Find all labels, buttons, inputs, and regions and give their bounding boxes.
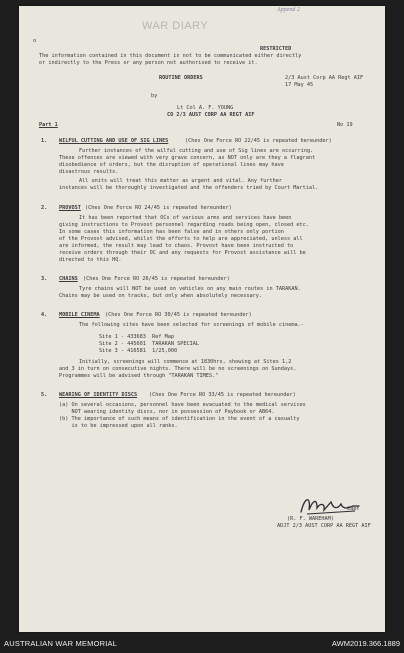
- cinema-site-2: Site 2 - 445601 TARAKAN SPECIAL: [99, 341, 199, 347]
- institution-name: AUSTRALIAN WAR MEMORIAL: [4, 639, 118, 648]
- signatory-rank: Capt: [347, 506, 360, 512]
- order-date: 17 May 45: [285, 82, 314, 88]
- item-2-line: In some cases this information has been false and in others only portion: [59, 229, 284, 235]
- orders-title: ROUTINE ORDERS: [159, 75, 203, 81]
- item-5-line: is to be impressed upon all ranks.: [59, 423, 178, 429]
- item-1-reference: (Ches One Force RO 22/45 is repeated hereunder): [185, 138, 332, 144]
- item-4-number: 4.: [41, 312, 48, 318]
- item-1-heading: WILFUL CUTTING AND USE OF SIG LINES: [59, 138, 169, 144]
- by-word: by: [151, 93, 158, 99]
- restriction-label: RESTRICTED: [260, 46, 292, 52]
- item-5-line: (a) On several occasions, personnel have been evacuated to the medical services: [59, 402, 306, 408]
- item-2-line: receive orders through their OC and any requests for Provost assistance will be: [59, 250, 306, 256]
- item-2-line: directed to this HQ.: [59, 257, 122, 263]
- handwritten-signature: [297, 492, 367, 518]
- item-1-line: disastrous results.: [59, 169, 119, 175]
- hole-punch-mark: o: [33, 38, 37, 44]
- item-5-line: (b) The importance of such means of identification in the event of a casualty: [59, 416, 300, 422]
- item-1-line: All units will treat this matter as urgent and vital. Any further: [79, 178, 283, 184]
- commander-name: Lt Col A. F. YOUNG: [177, 105, 234, 111]
- item-4-reference: (Ches One Force RO 30/45 is repeated hereunder): [105, 312, 252, 318]
- item-1-line: These offences are viewed with very grave concern, as NOT only are they a flagrant: [59, 155, 316, 161]
- appendix-annotation: Append 2: [277, 7, 300, 13]
- item-3-heading: CHAINS: [59, 276, 78, 282]
- item-4-heading: MOBILE CINEMA: [59, 312, 100, 318]
- item-5-reference: (Ches One Force RO 33/45 is repeated hereunder): [149, 392, 296, 398]
- item-3-number: 3.: [41, 276, 48, 282]
- signatory-name: (R. F. WAREHAM): [287, 516, 334, 522]
- item-1-line: Further instances of the wilful cutting and use of Sig lines are occurring.: [79, 148, 314, 154]
- document-page: [19, 6, 385, 632]
- item-4-line: and 3 in turn on consecutive nights. There will be no screenings on Sundays.: [59, 366, 297, 372]
- item-4-line: Programmes will be advised through "TARAKAN TIMES.": [59, 373, 219, 379]
- cinema-site-3: Site 3 - 416581 1/25,000: [99, 348, 178, 354]
- item-2-line: It has been reported that OCs of various arms and services have been: [79, 215, 292, 221]
- item-2-number: 2.: [41, 205, 48, 211]
- item-2-reference: (Ches One Force RO 24/45 is repeated hereunder): [85, 205, 232, 211]
- item-3-reference: (Ches One Force RO 26/45 is repeated hereunder): [83, 276, 230, 282]
- part-label: Part 1: [39, 122, 58, 128]
- commander-appointment: CO 2/3 AUST CORP AA REGT AIF: [167, 112, 255, 118]
- archive-caption-bar: [0, 633, 404, 653]
- restriction-line-1: The information contained in this document is not to be communicated either directly: [39, 53, 302, 59]
- item-3-line: Chains may be used on tracks, but only when absolutely necessary.: [59, 293, 263, 299]
- cinema-site-1: Site 1 - 433683 Ref Map: [99, 334, 174, 340]
- item-2-line: are informed, the result may lead to chaos. Provost have been instructed to: [59, 243, 294, 249]
- item-5-number: 5.: [41, 392, 48, 398]
- item-2-heading: PROVOST: [59, 205, 81, 211]
- item-3-line: Tyre chains will NOT be used on vehicles on any main routes in TARAKAN.: [79, 286, 301, 292]
- signatory-appointment: ADJT 2/3 AUST CORP AA REGT AIF: [277, 523, 371, 529]
- item-5-line: NOT wearing identity discs, nor in possession of Paybook or AB64.: [59, 409, 275, 415]
- item-2-line: of the Provost advised, whilst the efforts to help are appreciated, unless all: [59, 236, 303, 242]
- order-number: No 19: [337, 122, 353, 128]
- item-1-line: instances will be thoroughly investigated and the offenders tried by Court Martial.: [59, 185, 319, 191]
- restriction-line-2: or indirectly to the Press or any person not authorised to receive it.: [39, 60, 258, 66]
- archive-reference: AWM2019.366.1889: [331, 639, 400, 648]
- item-4-line: Initially, screenings will commence at 1830hrs, showing at Sites 1,2: [79, 359, 292, 365]
- item-2-line: giving instructions to Provost personnel regarding roads being open, closed etc.: [59, 222, 309, 228]
- item-1-number: 1.: [41, 138, 48, 144]
- item-1-line: disobedience of orders, but the disruption of operational lines may have: [59, 162, 284, 168]
- item-5-heading: WEARING OF IDENTITY DISCS: [59, 392, 138, 398]
- item-4-line: The following sites have been selected for screenings of mobile cinema.-: [79, 322, 304, 328]
- war-diary-stamp: WAR DIARY: [142, 20, 209, 32]
- unit-name: 2/3 Aust Corp AA Regt AIF: [285, 75, 364, 81]
